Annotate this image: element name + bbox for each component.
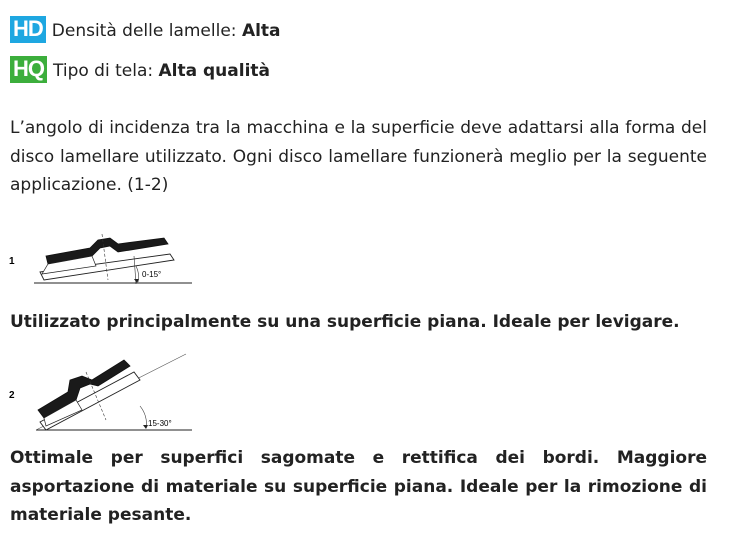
hq-badge-icon: HQ [10,56,47,83]
spec-density-value: Alta [241,21,281,41]
hd-badge-icon: HD [10,16,46,43]
figure-2-number: 2 [9,390,15,401]
spec-density [10,16,281,43]
figure-1-diagram [6,226,196,292]
spec-fabric [10,56,270,83]
spec-fabric-label: Tipo di tela: [53,61,154,81]
spec-density-label: Densità delle lamelle: [51,21,237,41]
figure-2-angle-label: 15-30° [148,419,172,428]
figure-2-caption: Ottimale per superfici sagomate e rettifica dei bordi. Maggiore asportazione di materiale su superficie piana. Ideale per la rimozione di materiale pesante. [10,448,707,525]
figure-1-number: 1 [9,256,15,267]
intro-paragraph: L’angolo di incidenza tra la macchina e la superficie deve adattarsi alla forma del disco lamellare utilizzato. Ogni disco lamellare funzionerà meglio per la seguente applicazione. (1-2) [10,118,707,195]
figure-1-angle-label: 0-15° [142,270,162,279]
figure-2-diagram [6,350,196,436]
spec-fabric-value: Alta qualità [158,61,270,81]
figure-1-caption: Utilizzato principalmente su una superficie piana. Ideale per levigare. [10,312,680,332]
